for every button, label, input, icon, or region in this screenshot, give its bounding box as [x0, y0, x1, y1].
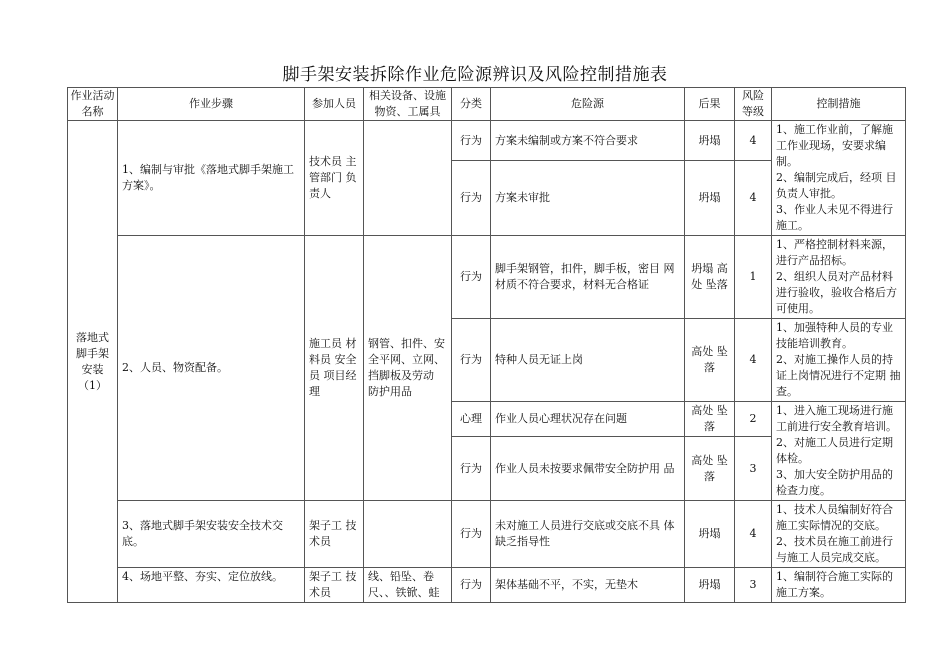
risk-level-cell: 1 [735, 236, 772, 319]
header-row [68, 88, 906, 121]
step-cell: 4、场地平整、夯实、定位放线。 [118, 568, 305, 603]
category-cell: 行为 [452, 236, 491, 319]
category-cell: 行为 [452, 568, 491, 603]
step-cell: 2、人员、物资配备。 [118, 236, 305, 501]
category-cell: 行为 [452, 161, 491, 236]
consequence-cell: 坍塌 [685, 161, 735, 236]
step-cell: 3、落地式脚手架安装安全技术交底。 [118, 501, 305, 568]
control-measures-cell: 1、施工作业前，了解施工作业现场，安要求编制。 2、编制完成后，经项 目负责人审批。 3、作业人未见不得进行施工。 [772, 121, 906, 236]
header-cell: 风险等级 [735, 88, 772, 121]
equipment-cell: 钢管、扣件、安全平网、立网、挡脚板及劳动 防护用品 [364, 236, 452, 501]
header-cell: 作业活动名称 [68, 88, 118, 121]
table-row [68, 568, 906, 603]
header-cell: 分类 [452, 88, 491, 121]
equipment-cell [364, 501, 452, 568]
hazard-source-cell: 未对施工人员进行交底或交底不具 体缺乏指导性 [491, 501, 685, 568]
table-row [68, 236, 906, 319]
category-cell: 行为 [452, 501, 491, 568]
activity-cell: 落地式 脚手架 安装（1） [68, 121, 118, 603]
control-measures-cell: 1、加强特种人员的专业技能培训教育。 2、对施工操作人员的持证上岗情况进行不定期 抽查。 [772, 319, 906, 402]
category-cell: 心理 [452, 402, 491, 437]
risk-level-cell: 4 [735, 501, 772, 568]
consequence-cell: 坍塌 高处 坠落 [685, 236, 735, 319]
table-row [68, 121, 906, 161]
category-cell: 行为 [452, 121, 491, 161]
risk-level-cell: 2 [735, 402, 772, 437]
risk-level-cell: 3 [735, 568, 772, 603]
personnel-cell: 架子工 技术员 [305, 568, 364, 603]
hazard-source-cell: 特种人员无证上岗 [491, 319, 685, 402]
hazard-source-cell: 脚手架钢管，扣件，脚手板，密目 网材质不符合要求，材料无合格证 [491, 236, 685, 319]
consequence-cell: 坍塌 [685, 568, 735, 603]
header-cell: 参加人员 [305, 88, 364, 121]
header-cell: 作业步骤 [118, 88, 305, 121]
equipment-cell [364, 121, 452, 236]
risk-level-cell: 4 [735, 319, 772, 402]
personnel-cell: 施工员 材料员 安全员 项目经理 [305, 236, 364, 501]
hazard-table [67, 87, 906, 603]
control-measures-cell: 1、技术人员编制好符合施工实际情况的交底。 2、技术员在施工前进行与施工人员完成交底。 [772, 501, 906, 568]
consequence-cell: 坍塌 [685, 121, 735, 161]
hazard-source-cell: 架体基础不平，不实，无垫木 [491, 568, 685, 603]
consequence-cell: 高处 坠落 [685, 319, 735, 402]
consequence-cell: 高处 坠落 [685, 437, 735, 501]
personnel-cell: 技术员 主管部门 负责人 [305, 121, 364, 236]
control-measures-cell: 1、严格控制材料来源，进行产品招标。 2、组织人员对产品材料进行验收，验收合格后方可使用。 [772, 236, 906, 319]
risk-level-cell: 3 [735, 437, 772, 501]
header-cell: 相关设备、设施物资、工属具 [364, 88, 452, 121]
header-cell: 控制措施 [772, 88, 906, 121]
page-title: 脚手架安装拆除作业危险源辨识及风险控制措施表 [282, 65, 668, 85]
consequence-cell: 高处 坠落 [685, 402, 735, 437]
risk-level-cell: 4 [735, 161, 772, 236]
hazard-source-cell: 方案未审批 [491, 161, 685, 236]
category-cell: 行为 [452, 319, 491, 402]
header-cell: 危险源 [491, 88, 685, 121]
hazard-source-cell: 方案未编制或方案不符合要求 [491, 121, 685, 161]
category-cell: 行为 [452, 437, 491, 501]
equipment-cell: 线、铅坠、卷尺、、铁锨、蛙 [364, 568, 452, 603]
personnel-cell: 架子工 技术员 [305, 501, 364, 568]
hazard-source-cell: 作业人员未按要求佩带安全防护用 品 [491, 437, 685, 501]
consequence-cell: 坍塌 [685, 501, 735, 568]
hazard-table-container [67, 87, 905, 599]
hazard-source-cell: 作业人员心理状况存在问题 [491, 402, 685, 437]
table-row [68, 501, 906, 568]
control-measures-cell: 1、进入施工现场进行施工前进行安全教育培训。 2、对施工人员进行定期体检。 3、加大安全防护用品的检查力度。 [772, 402, 906, 501]
step-cell: 1、编制与审批《落地式脚手架施工方案》。 [118, 121, 305, 236]
control-measures-cell: 1、编制符合施工实际的施工方案。 [772, 568, 906, 603]
risk-level-cell: 4 [735, 121, 772, 161]
header-cell: 后果 [685, 88, 735, 121]
